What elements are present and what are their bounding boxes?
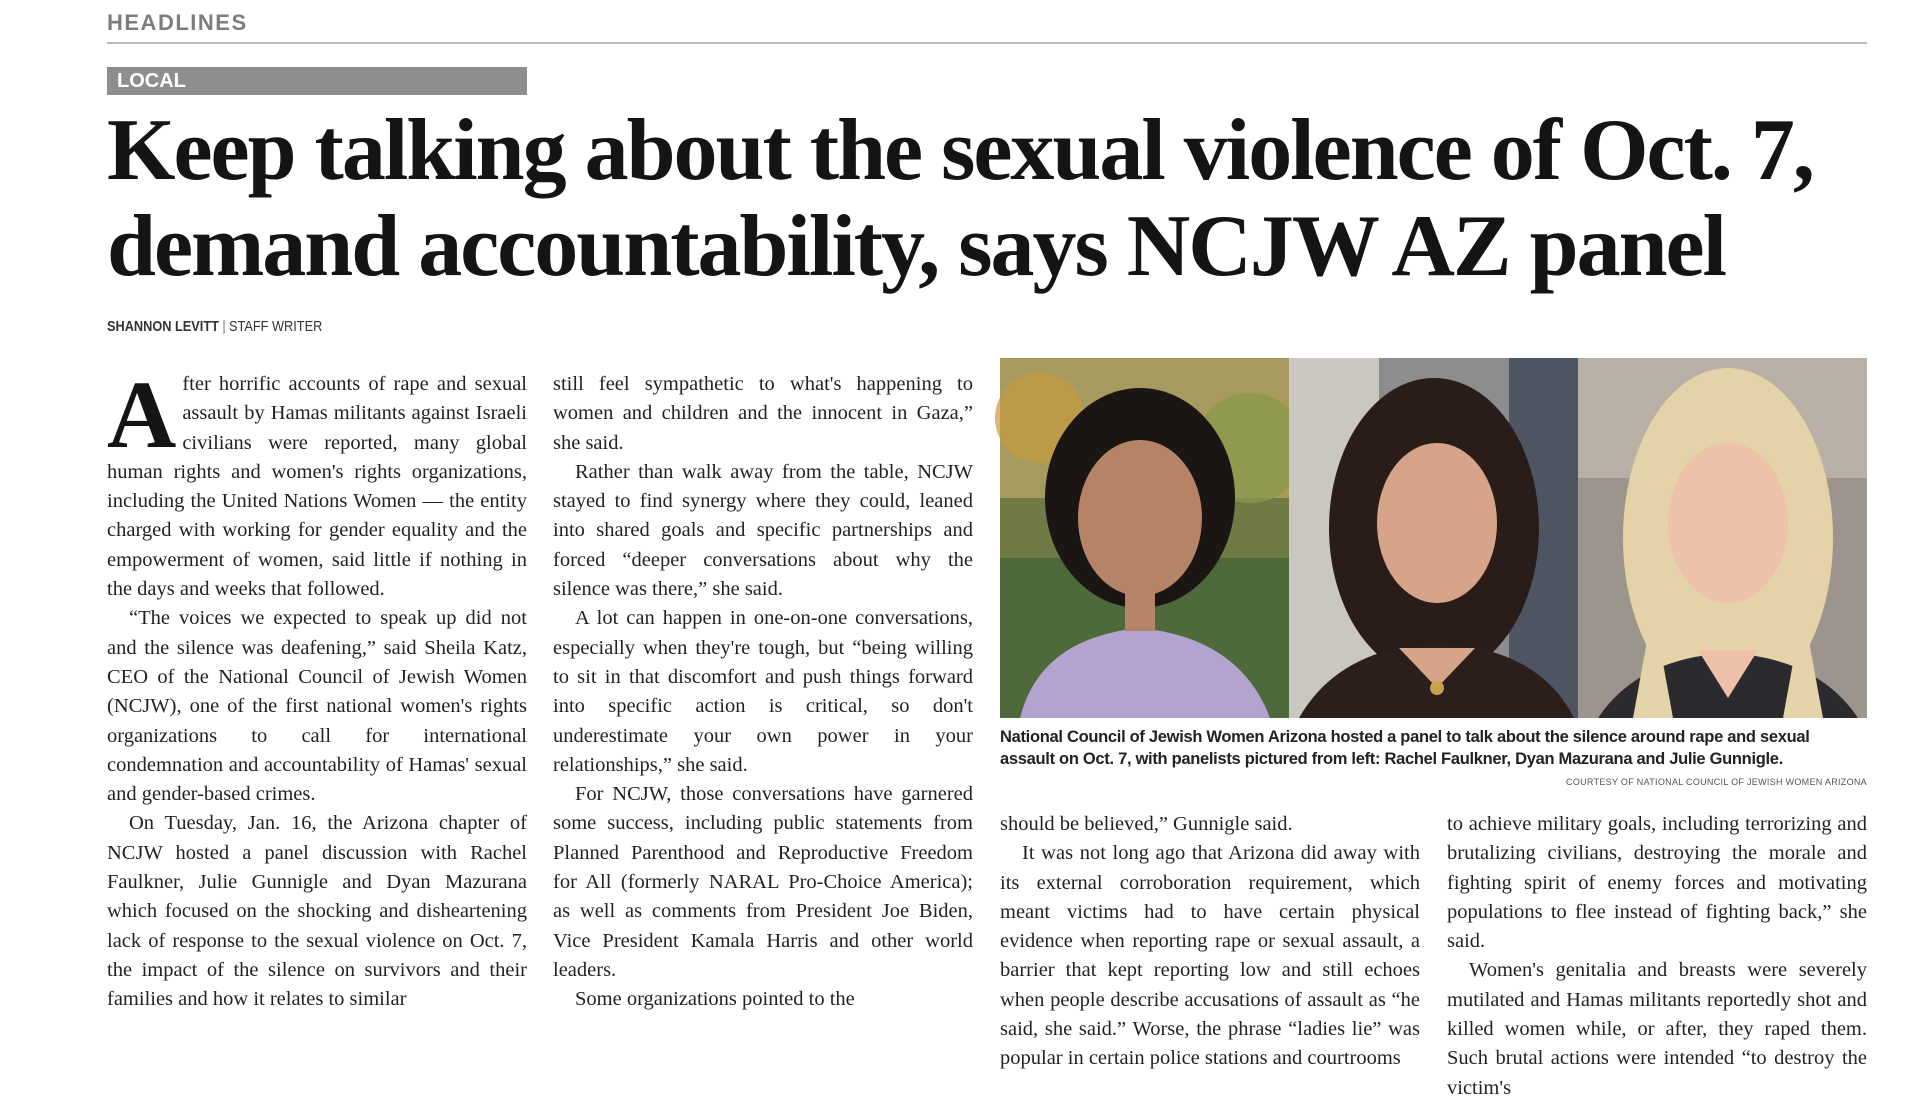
article-paragraph: For NCJW, those conversations have garnered some success, including public statements from Planned Parenthood and Reproductive Freedom for All (formerly NARAL Pro-Choice America); as well as comments from President Joe Biden, Vice President Kamala Harris and other world leaders.: [553, 783, 973, 981]
article-paragraph: “The voices we expected to speak up did not and the silence was deafening,” said Sheila Katz, CEO of the National Council of Jewish Women (NCJW), one of the first national women's rights organizations to call for international condemnation and accountability of Hamas' sexual and gender-based crimes.: [107, 607, 527, 806]
article-paragraph: still feel sympathetic to what's happening to women and children and the innocent in Gaza,” she said.: [553, 373, 973, 454]
article-column-3: [1000, 810, 1420, 1080]
section-divider: [107, 42, 1867, 44]
byline: [107, 318, 322, 335]
panelist-photo-strip: [1000, 358, 1867, 718]
article-column-2: [553, 370, 973, 1080]
article-paragraph: On Tuesday, Jan. 16, the Arizona chapter of NCJW hosted a panel discussion with Rachel Faulkner, Julie Gunnigle and Dyan Mazurana which focused on the shocking and disheartening lack of response to the sexual violence on Oct. 7, the impact of the silence on survivors and their families and how it relates to similar: [107, 812, 527, 1011]
article-paragraph: Some organizations pointed to the: [575, 988, 855, 1011]
article-paragraph: Women's genitalia and breasts were severely mutilated and Hamas militants reportedly shot and killed women while, or after, they raped them. Such brutal actions were intended “to destroy the victim's: [1447, 959, 1867, 1099]
section-label: HEADLINES: [107, 10, 248, 35]
article-column-1: [107, 361, 527, 1080]
byline-author: SHANNON LEVITT: [107, 318, 219, 335]
drop-cap: A: [107, 361, 177, 468]
byline-separator: |: [222, 318, 226, 335]
article-paragraph: should be believed,” Gunnigle said.: [1000, 813, 1293, 835]
article-column-4: [1447, 810, 1867, 1099]
paragraph-text: fter horrific accounts of rape and sexual assault by Hamas militants against Israeli civilians were reported, many global human rights and women's rights organizations, including the United Nations Women — the entity charged with working for gender equality and the empowerment of women, said little if nothing in the days and weeks that followed.: [107, 373, 527, 601]
byline-role: STAFF WRITER: [229, 318, 323, 335]
article-paragraph: [107, 361, 527, 604]
photo-caption: National Council of Jewish Women Arizona hosted a panel to talk about the silence around rape and sexual assault on Oct. 7, with panelists pictured from left: Rachel Faulkner, Dyan Mazurana and Julie Gunnigle.: [1000, 728, 1810, 768]
article-paragraph: It was not long ago that Arizona did away with its external corroboration requirement, which meant victims had to have certain physical evidence when reporting rape or sexual assault, a barrier that kept reporting low and still echoes when people describe accusations of assault as “he said, she said.” Worse, the phrase “ladies lie” was popular in certain police stations and courtrooms: [1000, 842, 1420, 1070]
photo-credit: COURTESY OF NATIONAL COUNCIL OF JEWISH WOMEN ARIZONA: [1566, 777, 1867, 787]
article-paragraph: to achieve military goals, including terrorizing and brutalizing civilians, destroying the morale and fighting spirit of enemy forces and motivating populations to flee instead of fighting back,” she said.: [1447, 813, 1867, 953]
panelist-photo-1: [1000, 358, 1289, 718]
panelist-photo-3: [1578, 358, 1867, 718]
article-headline: Keep talking about the sexual violence of Oct. 7, demand accountability, says NCJW AZ panel: [107, 102, 1813, 295]
panelist-photo-2: [1289, 358, 1578, 718]
article-paragraph: A lot can happen in one-on-one conversations, especially when they're tough, but “being willing to sit in that discomfort and push things forward into specific action is critical, so don't underestimate your own power in your relationships,” she said.: [553, 607, 973, 776]
category-kicker: LOCAL: [107, 67, 527, 95]
article-paragraph: Rather than walk away from the table, NCJW stayed to find synergy where they could, leaned into shared goals and specific partnerships and forced “deeper conversations about why the silence was there,” she said.: [553, 460, 973, 601]
